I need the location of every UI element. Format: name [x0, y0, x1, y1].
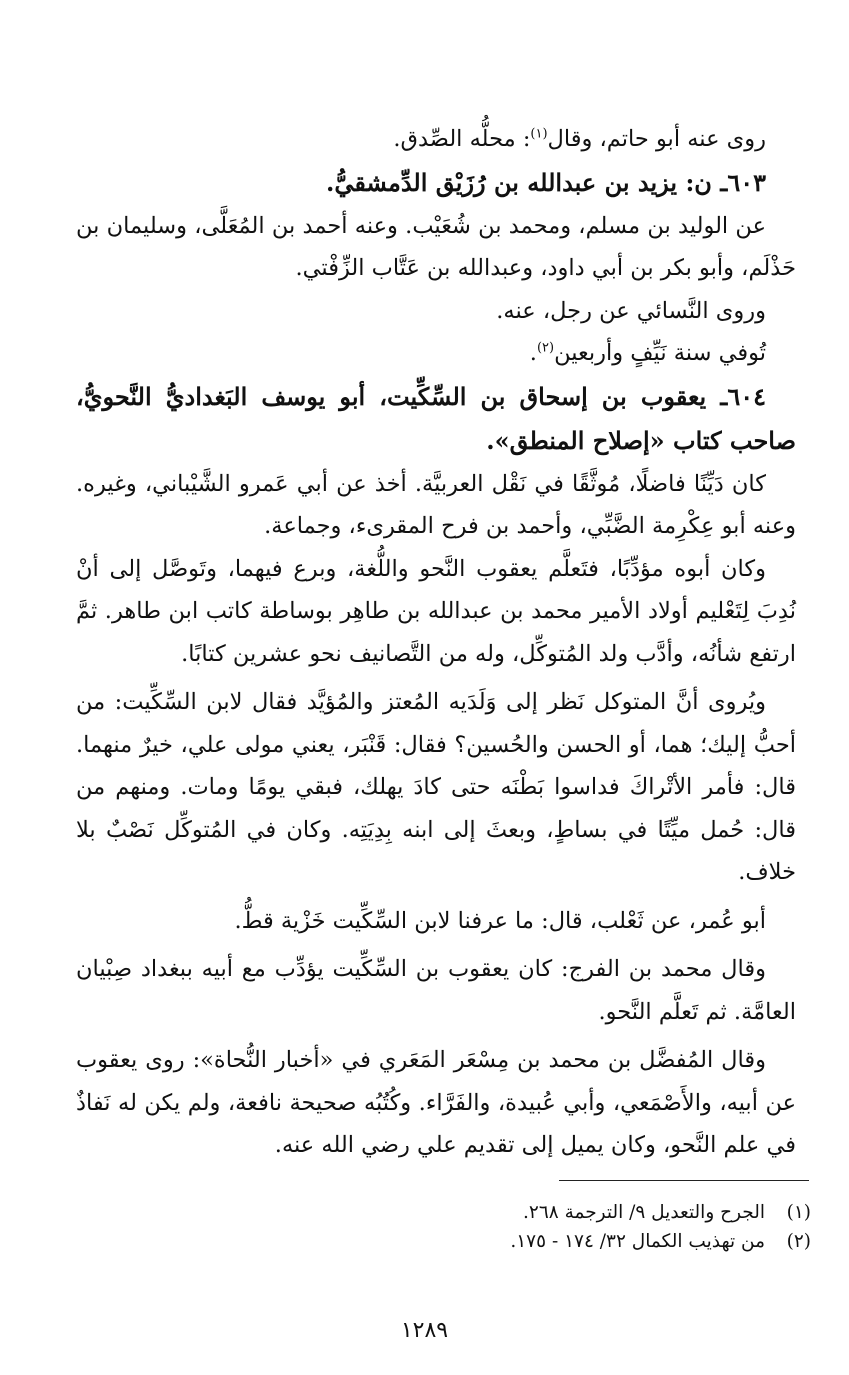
- footnote-divider: [559, 1180, 809, 1181]
- paragraph-biography: وكان أبوه مؤدِّبًا، فتَعلَّم يعقوب النَّحو واللُّغة، وبرع فيهما، وتَوصَّل إلى أنْ نُدِبَ لِتَعْليم أولاد الأمير محمد بن عبدالله بن طاهِر بوساطة كاتب ابن طاهر. ثمَّ ارتفع شأنُه، وأدَّب ولد المُتوكِّل، وله من التَّصانيف نحو عشرين كتابًا.: [76, 555, 796, 667]
- entry-heading-603: [76, 161, 796, 205]
- entry-title: يعقوب بن إسحاق بن السِّكِّيت، أبو يوسف البَغداديُّ النَّحويُّ، صاحب كتاب «إصلاح المنطق».: [76, 381, 796, 455]
- paragraph-text: تُوفي سنة نَيِّفٍ وأربعين: [554, 340, 766, 366]
- paragraph-narrators-603: عن الوليد بن مسلم، ومحمد بن شُعَيْب. وعنه أحمد بن المُعَلَّى، وسليمان بن حَذْلَم، وأبو بكر بن أبي داود، وعبدالله بن عَتَّاب الزِّفْتي.: [76, 212, 796, 281]
- footnote-number: (٢): [786, 1231, 811, 1252]
- entry-title: ن: يزيد بن عبدالله بن رُزَيْق الدِّمشقيُّ.: [326, 167, 712, 197]
- entry-number: ٦٠٣ـ: [720, 167, 766, 197]
- paragraph-anecdote: ويُروى أنَّ المتوكل نَظر إلى وَلَدَيه المُعتز والمُؤيَّد فقال لابن السِّكِّيت: من أحبُّ إليك؛ هما، أو الحسن والحُسين؟ فقال: قَنْبَر، يعني مولى علي، خيرٌ منهما. قال: فأمر الأتْراكَ فداسوا بَطْنَه حتى كادَ يهلك، فبقي يومًا ومات. ومنهم من قال: حُمل ميِّتًا في بساطٍ، وبعثَ إلى ابنه بِدِيَتِه. وكان في المُتوكِّل نَصْبٌ بلا خلاف.: [76, 689, 796, 885]
- page-number: ١٢٨٩: [400, 1318, 449, 1343]
- footnote-ref-2: (٢): [536, 340, 555, 356]
- paragraph-mufaddal: وقال المُفضَّل بن محمد بن مِسْعَر المَعَري في «أخبار النُّحاة»: روى يعقوب عن أبيه، والأَصْمَعي، وأبي عُبيدة، والفَرَّاء. وكُتُبُه صحيحة نافعة، ولم يكن له نَفاذٌ في علم النَّحو، وكان يميل إلى تقديم علي رضي الله عنه.: [76, 1047, 796, 1158]
- paragraph-death: [76, 332, 796, 375]
- footnote-text: الجرح والتعديل ٩/ الترجمة ٢٦٨.: [523, 1202, 765, 1223]
- footnote-ref-1: (١): [530, 126, 548, 142]
- paragraph-text-tail: .: [529, 340, 537, 366]
- paragraph-nasai: وروى النَّسائي عن رجل، عنه.: [496, 297, 766, 324]
- paragraph-text: روى عنه أبو حاتم، وقال: [547, 126, 766, 152]
- paragraph-thalab: أبو عُمر، عن ثَعْلب، قال: ما عرفنا لابن السِّكِّيت خَزْية قطُّ.: [234, 907, 766, 934]
- paragraph-ibn-faraj: وقال محمد بن الفرج: كان يعقوب بن السِّكِّيت يؤدِّب مع أبيه ببغداد صِبْيان العامَّة. ثم تَعلَّم النَّحو.: [76, 956, 796, 1025]
- main-text: [76, 118, 796, 1167]
- paragraph-narrator: [76, 118, 796, 161]
- footnote-item: [91, 1198, 811, 1227]
- paragraph-description: كان دَيِّنًا فاضلًا، مُوثَّقًا في نَقْل العربيَّة. أخذ عن أبي عَمرو الشَّيْباني، وغيره. وعنه أبو عِكْرِمة الضَّبِّي، وأحمد بن فرح المقرىء، وجماعة.: [76, 470, 796, 539]
- paragraph-text-tail: : محلُّه الصِّدق.: [393, 126, 531, 152]
- entry-number: ٦٠٤ـ: [720, 381, 766, 411]
- entry-heading-604: [76, 375, 796, 463]
- footnote-text: من تهذيب الكمال ٣٢/ ١٧٤ - ١٧٥.: [510, 1231, 765, 1252]
- footnote-item: [91, 1227, 811, 1256]
- footnotes: [91, 1198, 811, 1256]
- footnote-number: (١): [786, 1202, 811, 1223]
